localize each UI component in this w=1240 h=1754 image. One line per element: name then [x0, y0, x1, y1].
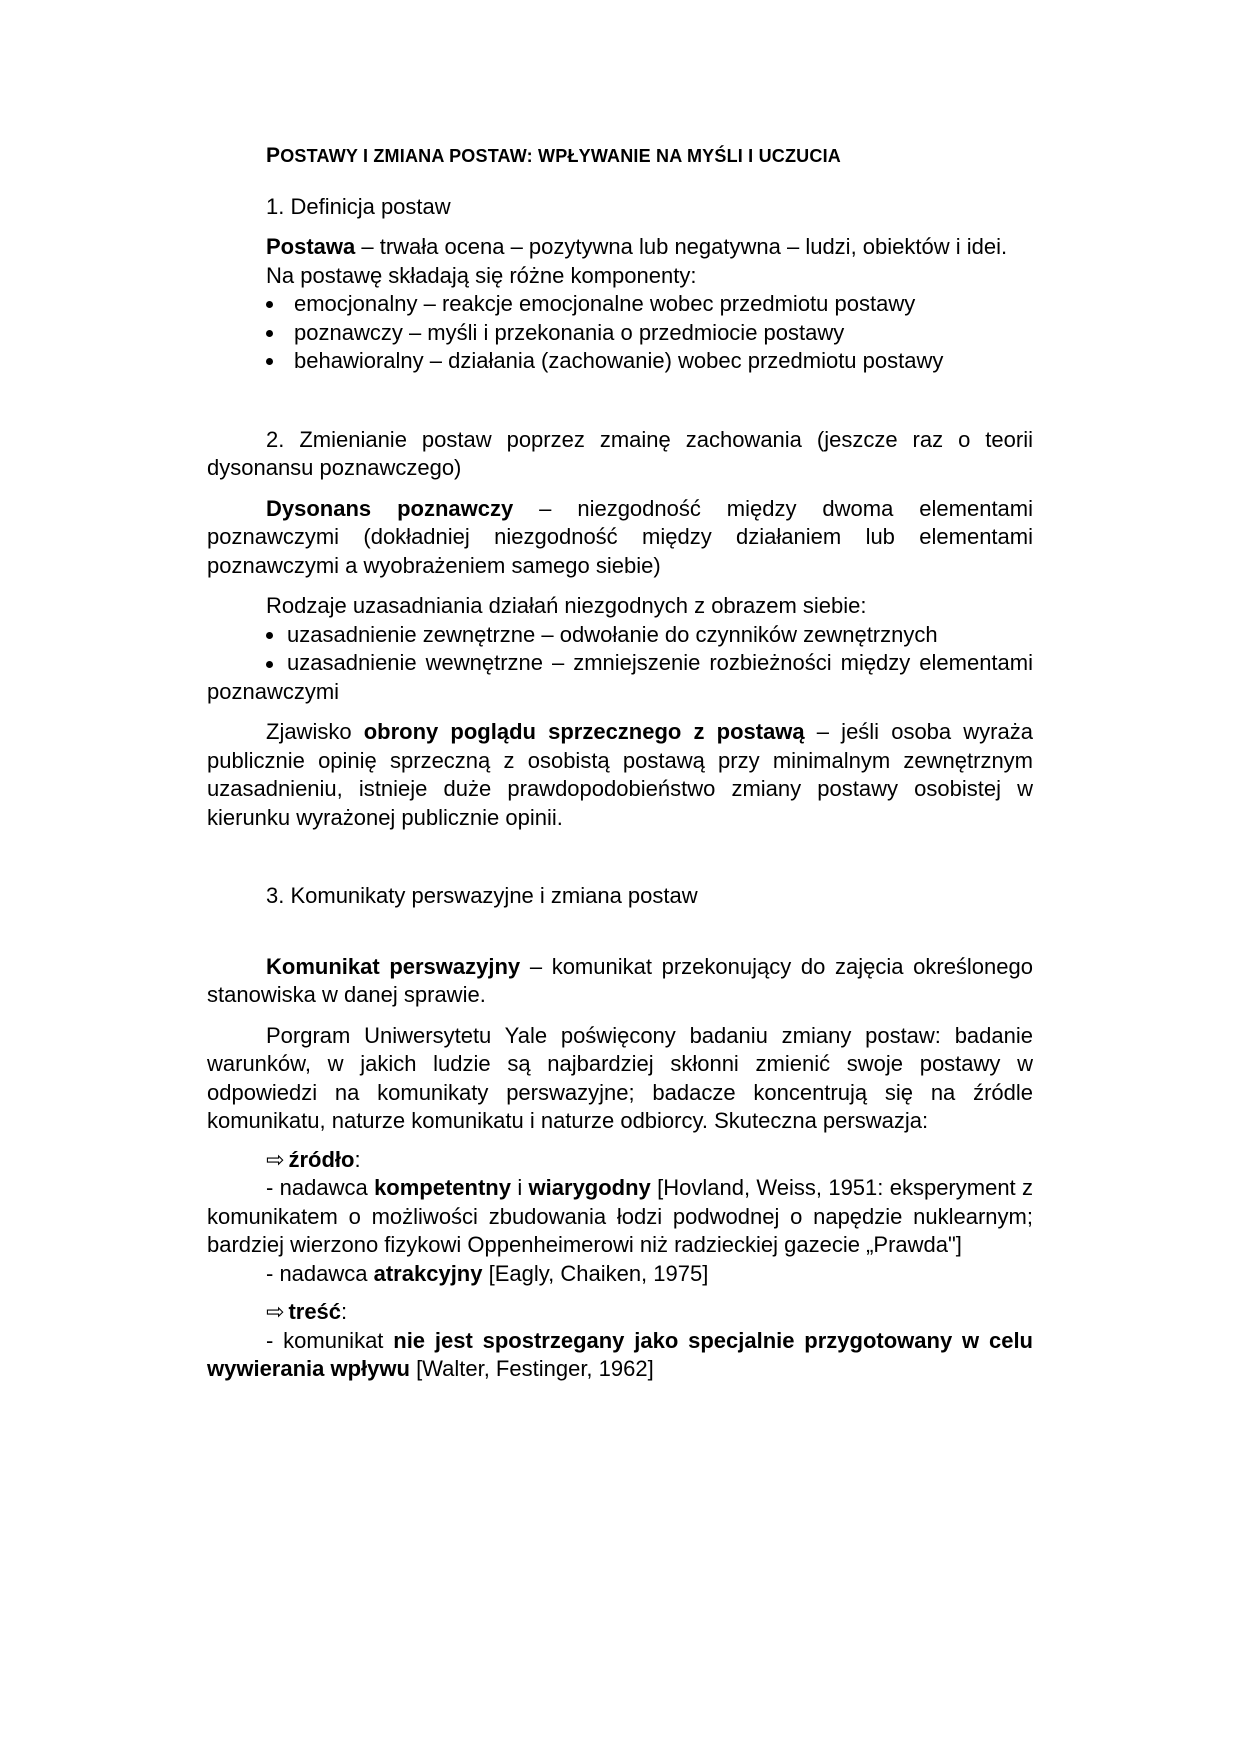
section2-heading: 2. Zmienianie postaw poprzez zmainę zachowania (jeszcze raz o teorii dysonansu poznawczego) — [207, 426, 1033, 480]
list-item — [207, 621, 1033, 650]
item-pre: - nadawca — [266, 1260, 374, 1286]
components-list — [207, 290, 1033, 376]
term-komunikat: Komunikat perswazyjny — [266, 953, 521, 979]
item-bold: atrakcyjny — [373, 1260, 483, 1286]
item-pre: - nadawca — [266, 1175, 375, 1200]
list-item-text: behawioralny – działania (zachowanie) wobec przedmiotu postawy — [294, 348, 944, 373]
content-heading — [207, 1298, 1033, 1327]
content-label: treść — [288, 1299, 342, 1324]
source-item-2 — [207, 1260, 1033, 1289]
yale-program-paragraph: Porgram Uniwersytetu Yale poświęcony badaniu zmiany postaw: badanie warunków, w jakich ludzie są najbardziej skłonni zmienić swoje postawy w odpowiedzi na komunikaty perswazyjne; badacze koncentrują się na źródle komunikatu, naturze komunikatu i naturze odbiorcy. Skuteczna perswazja: — [207, 1022, 1033, 1133]
phenomenon-text: – jeśli osoba wyraża publicznie opinię sprzeczną z osobistą postawą przy minimalnym zewnętrznym uzasadnieniu, istnieje duże prawdopodobieństwo zmiany postawy osobistej w kierunku wyrażonej publicznie opinii. — [207, 719, 1033, 830]
section1-heading: 1. Definicja postaw — [266, 193, 451, 219]
item-mid: i — [510, 1175, 529, 1200]
term-phenomenon: obrony poglądu sprzecznego z postawą — [363, 719, 805, 744]
definition-text: – niezgodność między dwoma elementami poznawczymi (dokładniej niezgodność między działaniem lub elementami poznawczymi a wyobrażeniem samego siebie) — [207, 495, 1033, 578]
item-bold-2: wiarygodny — [528, 1175, 651, 1200]
item-bold: nie jest spostrzegany jako specjalnie przygotowany w celu wywierania wpływu — [207, 1327, 1033, 1381]
definition-text: – trwała ocena – pozytywna lub negatywna – ludzi, obiektów i idei. — [355, 234, 1008, 259]
list-item — [266, 290, 1033, 319]
item-pre: - komunikat — [266, 1327, 394, 1353]
content-colon: : — [341, 1299, 348, 1324]
source-heading — [207, 1146, 1033, 1175]
definition-komunikat — [207, 953, 1033, 1010]
content-item-1 — [207, 1327, 1033, 1384]
arrow-right-icon: ⇨ — [266, 1299, 285, 1324]
item-post: [Eagly, Chaiken, 1975] — [482, 1260, 709, 1286]
source-item-1 — [207, 1174, 1033, 1260]
item-post: [Walter, Festinger, 1962] — [409, 1356, 654, 1381]
phenomenon-paragraph — [207, 718, 1033, 832]
bullet-icon — [266, 632, 273, 639]
definition-postawa — [207, 233, 1033, 262]
title-colon: : — [526, 146, 533, 166]
bullet-icon — [266, 330, 273, 337]
phenomenon-pre: Zjawisko — [266, 719, 364, 744]
title-part1: OSTAWY I ZMIANA POSTAW — [280, 146, 527, 166]
components-intro: Na postawę składają się różne komponenty: — [266, 262, 697, 288]
term-dysonans: Dysonans poznawczy — [266, 495, 514, 521]
arrow-right-icon: ⇨ — [266, 1146, 285, 1172]
list-item — [207, 649, 1033, 706]
title-part2: WPŁYWANIE NA MYŚLI I UCZUCIA — [532, 146, 841, 166]
document-body — [207, 142, 1033, 1384]
term-postawa: Postawa — [266, 234, 356, 259]
list-item-text: poznawczy – myśli i przekonania o przedmiocie postawy — [294, 319, 845, 345]
list-item — [266, 347, 1033, 376]
bullet-icon — [266, 301, 273, 308]
document-title — [207, 142, 1033, 171]
definition-text: – komunikat przekonujący do zajęcia określonego stanowiska w danej sprawie. — [207, 953, 1033, 1007]
types-intro: Rodzaje uzasadniania działań niezgodnych z obrazem siebie: — [266, 593, 867, 618]
item-bold-1: kompetentny — [374, 1175, 511, 1200]
source-colon: : — [354, 1146, 361, 1172]
title-initial: P — [266, 144, 281, 167]
list-item — [266, 319, 1033, 348]
bullet-icon — [266, 358, 273, 365]
item-post: [Hovland, Weiss, 1951: eksperyment z komunikatem o możliwości zbudowania łodzi podwodnej o napędzie nuklearnym; bardziej wierzono fizykowi Oppenheimerowi niż radzieckiej gazecie „Prawda"] — [207, 1175, 1033, 1257]
bullet-icon — [266, 661, 273, 668]
source-label: źródło — [288, 1146, 355, 1172]
section3-heading: 3. Komunikaty perswazyjne i zmiana postaw — [266, 883, 698, 908]
list-item-text: uzasadnienie zewnętrzne – odwołanie do czynników zewnętrznych — [287, 621, 938, 647]
list-item-text: uzasadnienie wewnętrzne – zmniejszenie rozbieżności między elementami poznawczymi — [207, 650, 1033, 704]
list-item-text: emocjonalny – reakcje emocjonalne wobec przedmiotu postawy — [294, 291, 916, 316]
definition-dysonans — [207, 495, 1033, 581]
